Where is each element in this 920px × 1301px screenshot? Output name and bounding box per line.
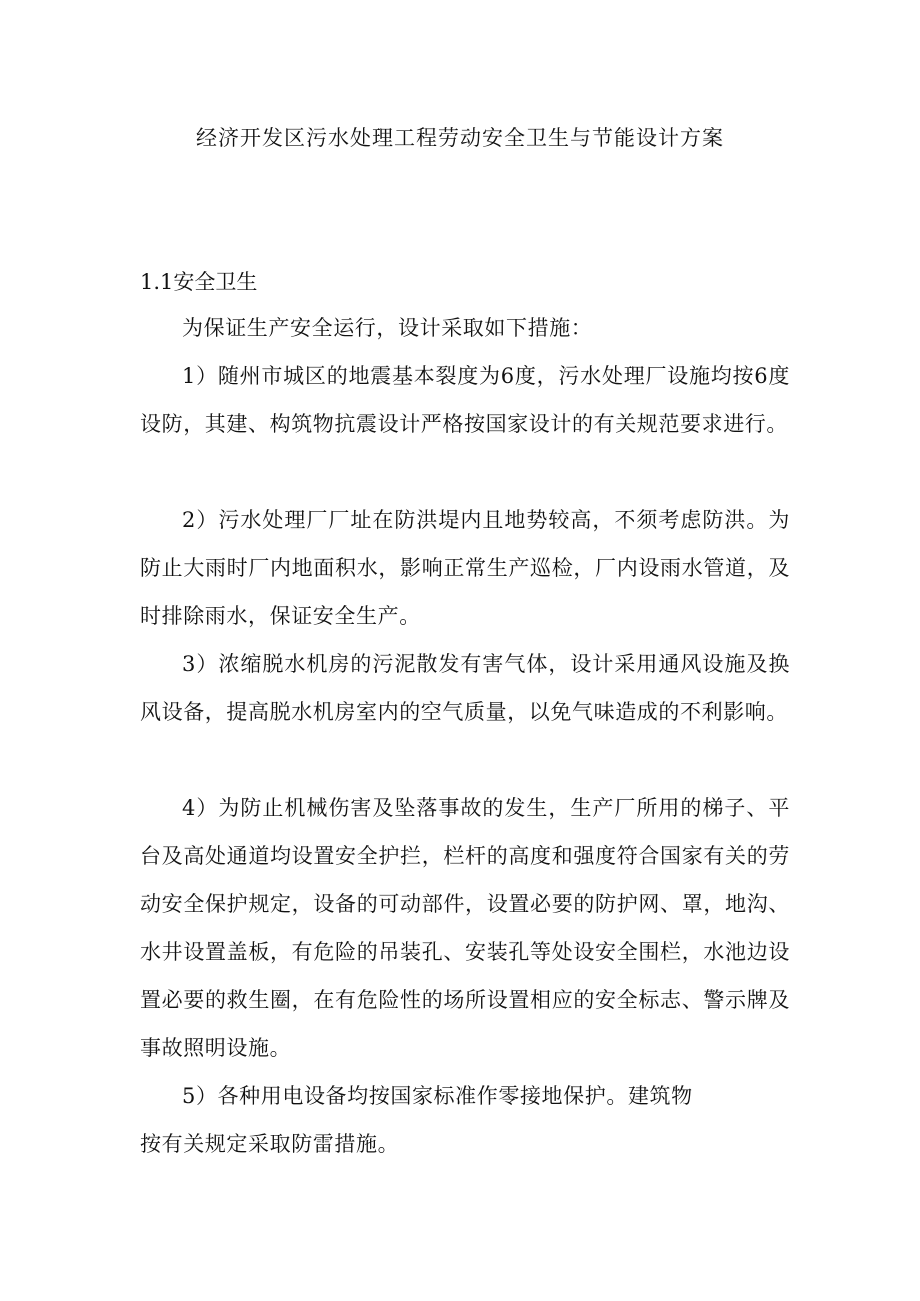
intro-paragraph: 为保证生产安全运行，设计采取如下措施：: [182, 316, 593, 340]
paragraph-1: 1）随州市城区的地震基本裂度为6度，污水处理厂设施均按6度设防，其建、构筑物抗震设计严格按国家设计的有关规范要求进行。: [140, 364, 790, 436]
section-heading: 1.1安全卫生: [140, 270, 258, 294]
paragraph-5-line-2: 按有关规定采取防雷措施。: [140, 1132, 400, 1156]
paragraph-4: 4）为防止机械伤害及坠落事故的发生，生产厂所用的梯子、平台及高处通道均设置安全护拦，栏杆的高度和强度符合国家有关的劳动安全保护规定，设备的可动部件，设置必要的防护网、罩，地沟、水井设置盖板，有危险的吊装孔、安装孔等处设安全围栏，水池边设置必要的救生圈，在有危险性的场所设置相应的安全标志、警示牌及事故照明设施。: [140, 796, 790, 1060]
paragraph-2: 2）污水处理厂厂址在防洪堤内且地势较高，不须考虑防洪。为防止大雨时厂内地面积水，影响正常生产巡检，厂内设雨水管道，及时排除雨水，保证安全生产。: [140, 508, 790, 628]
paragraph-3: 3）浓缩脱水机房的污泥散发有害气体，设计采用通风设施及换风设备，提高脱水机房室内的空气质量，以免气味造成的不利影响。: [140, 652, 790, 724]
paragraph-5-line-1: 5）各种用电设备均按国家标准作零接地保护。建筑物: [182, 1084, 693, 1108]
document-title: 经济开发区污水处理工程劳动安全卫生与节能设计方案: [196, 126, 724, 150]
